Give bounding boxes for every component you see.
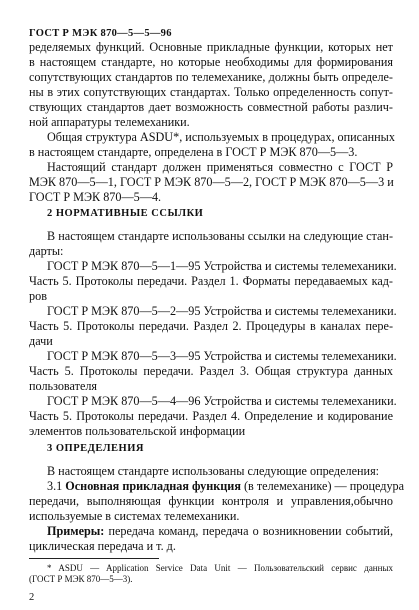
body-line: ГОСТ Р МЭК 870—5—4. [29, 190, 162, 204]
body-line: Настоящий стандарт должен применяться совместно с ГОСТ Р [47, 160, 393, 174]
body-line: МЭК 870—5—1, ГОСТ Р МЭК 870—5—2, ГОСТ Р МЭК 870—5—3 и [29, 175, 394, 189]
reference-line: Часть 5. Протоколы передачи. Раздел 3. Общая структура данных [29, 364, 393, 378]
footnote-divider [29, 558, 159, 559]
reference-line: пользователя [29, 379, 98, 393]
body-line: ределяемых функций. Основные прикладные функции, которых нет [29, 40, 393, 54]
body-line: дарты: [29, 244, 64, 258]
body-line: В настоящем стандарте использованы ссылки на следующие стан- [47, 229, 393, 243]
examples-line [47, 524, 393, 538]
reference-line: ГОСТ Р МЭК 870—5—4—96 Устройства и системы телемеханики. [47, 394, 397, 408]
page-number: 2 [29, 592, 35, 603]
body-line: ствующих стандартов дает возможность совместной работы различ- [29, 100, 393, 114]
body-line: ной аппаратуры телемеханики. [29, 115, 190, 129]
body-line: ны в этих сопутствующих стандартах. Только определенность сопут- [29, 85, 393, 99]
section-title-references: 2 НОРМАТИВНЫЕ ССЫЛКИ [47, 208, 204, 219]
reference-line: ров [29, 289, 47, 303]
reference-line: ГОСТ Р МЭК 870—5—1—95 Устройства и системы телемеханики. [47, 259, 397, 273]
reference-line: Часть 5. Протоколы передачи. Раздел 4. Определение и кодирование [29, 409, 393, 423]
footnote-line: (ГОСТ Р МЭК 870—5—3). [29, 574, 133, 584]
definition-line [47, 479, 405, 493]
body-line: сопутствующих стандартов по телемеханике, должны быть определе- [29, 70, 393, 84]
examples-line: циклическая передача и т. д. [29, 539, 176, 553]
reference-line: ГОСТ Р МЭК 870—5—3—95 Устройства и системы телемеханики. [47, 349, 397, 363]
body-line: в настоящем стандарте, но которые необходимы для формирования [29, 55, 393, 69]
body-line: Общая структура ASDU*, используемых в процедурах, описанных [47, 130, 395, 144]
reference-line: элементов пользовательской информации [29, 424, 246, 438]
examples-text: передача команд, передача о возникновении событий, [104, 524, 393, 538]
footnote-line: * ASDU — Application Service Data Unit — Пользовательский сервис данных [47, 563, 393, 573]
definition-line: используемые в системах телемеханики. [29, 509, 240, 523]
section-title-definitions: 3 ОПРЕДЕЛЕНИЯ [47, 443, 144, 454]
definition-term: Основная прикладная функция [65, 479, 241, 493]
reference-line: Часть 5. Протоколы передачи. Раздел 2. Процедуры в каналах пере- [29, 319, 393, 333]
reference-line: дачи [29, 334, 53, 348]
body-line: В настоящем стандарте использованы следующие определения: [47, 464, 380, 478]
examples-term: Примеры: [47, 524, 105, 538]
body-line: в настоящем стандарте, определена в ГОСТ Р МЭК 870—5—3. [29, 145, 358, 159]
definition-text: (в телемеханике) — процедура [240, 479, 405, 493]
page-header: ГОСТ Р МЭК 870—5—5—96 [29, 28, 172, 39]
reference-line: Часть 5. Протоколы передачи. Раздел 1. Форматы передаваемых кад- [29, 274, 393, 288]
definition-line: передачи, выполняющая функции контроля и управления,обычно [29, 494, 393, 508]
reference-line: ГОСТ Р МЭК 870—5—2—95 Устройства и системы телемеханики. [47, 304, 397, 318]
definition-number: 3.1 [47, 479, 66, 493]
